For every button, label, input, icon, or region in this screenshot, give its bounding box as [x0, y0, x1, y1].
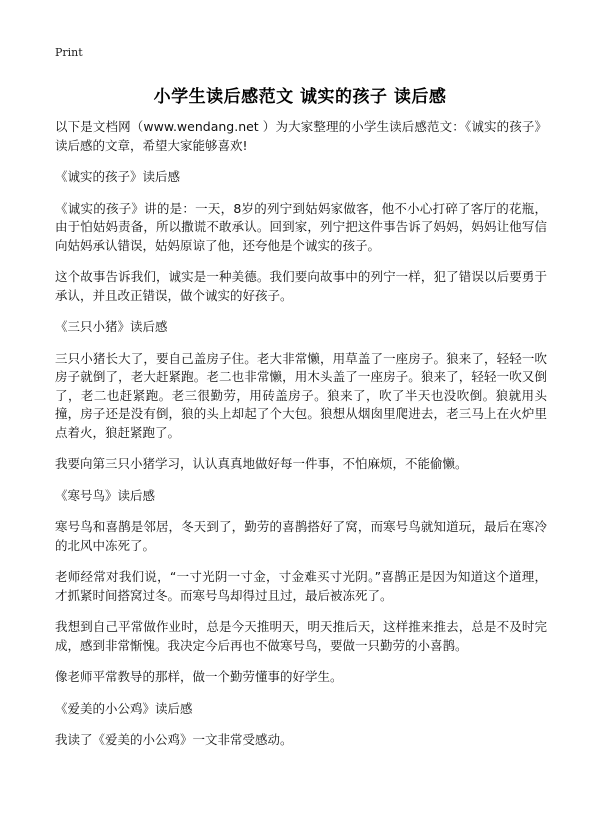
body-paragraph: 我要向第三只小猪学习，认认真真地做好每一件事，不怕麻烦，不能偷懒。 [55, 456, 468, 471]
section-heading-three-pigs: 《三只小猪》读后感 [55, 319, 168, 334]
body-paragraph: 这个故事告诉我们，诚实是一种美德。我们要向故事中的列宁一样，犯了错误以后要勇于承认，并且改正错误，做个诚实的好孩子。 [55, 269, 547, 303]
body-paragraph: 像老师平常教导的那样，做一个勤劳懂事的好学生。 [55, 669, 343, 684]
body-paragraph: 寒号鸟和喜鹊是邻居，冬天到了，勤劳的喜鹊搭好了窝，而寒号鸟就知道玩，最后在寒冷的北风中冻死了。 [55, 519, 547, 553]
intro-paragraph: 以下是文档网（www.wendang.net ）为大家整理的小学生读后感范文：《诚实的孩子》读后感的文章，希望大家能够喜欢! [55, 119, 547, 153]
page-title: 小学生读后感范文 诚实的孩子 读后感 [153, 87, 447, 107]
body-paragraph: 三只小猪长大了，要自己盖房子住。老大非常懒，用草盖了一座房子。狼来了，轻轻一吹房子就倒了，老大赶紧跑。老二也非常懒，用木头盖了一座房子。狼来了，轻轻一吹又倒了，老二也赶紧跑。老三很勤劳，用砖盖房子。狼来了，吹了半天也没吹倒。狼就用头撞，房子还是没有倒，狼的头上却起了个大包。狼想从烟囱里爬进去，老三马上在火炉里点着火，狼赶紧跑了。 [55, 350, 547, 440]
section-heading-cold-bird: 《寒号鸟》读后感 [55, 487, 156, 503]
document-body [55, 118, 547, 763]
section-heading-vain-rooster: 《爱美的小公鸡》读后感 [55, 700, 193, 716]
body-paragraph: 我想到自己平常做作业时，总是今天推明天，明天推后天，这样推来推去，总是不及时完成，感到非常惭愧。我决定今后再也不做寒号鸟，要做一只勤劳的小喜鹊。 [55, 619, 547, 653]
body-paragraph: 老师经常对我们说，“一寸光阴一寸金，寸金难买寸光阴。”喜鹊正是因为知道这个道理，才抓紧时间搭窝过冬。而寒号鸟却得过且过，最后被冻死了。 [55, 569, 547, 603]
body-paragraph: 《诚实的孩子》讲的是：一天，8岁的列宁到姑妈家做客，他不小心打碎了客厅的花瓶，由于怕姑妈责备，所以撒谎不敢承认。回到家，列宁把这件事告诉了妈妈，妈妈让他写信向姑妈承认错误，姑妈原谅了他，还夸他是个诚实的孩子。 [55, 200, 547, 253]
body-paragraph: 我读了《爱美的小公鸡》一文非常受感动。 [55, 732, 293, 747]
print-label: Print [55, 46, 83, 59]
section-heading-honest-child: 《诚实的孩子》读后感 [55, 169, 181, 184]
